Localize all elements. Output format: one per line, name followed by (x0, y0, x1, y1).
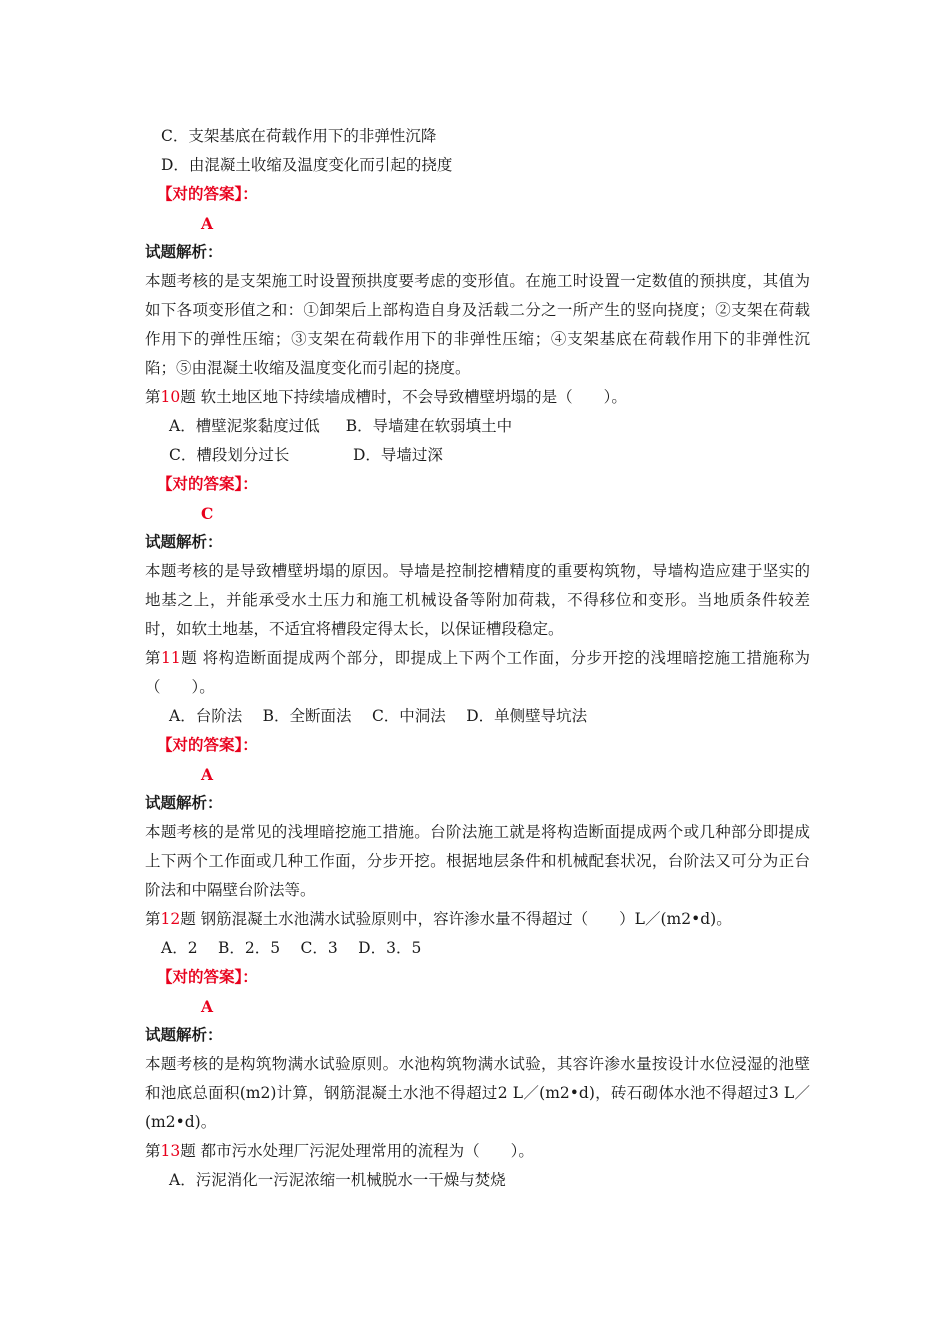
question-prefix: 第 (145, 910, 161, 928)
question-prefix: 第 (145, 388, 161, 406)
question-number: 13 (160, 1142, 181, 1160)
question-13 (145, 1137, 810, 1166)
option-b: B．导墙建在软弱填土中 (345, 417, 513, 435)
question-number: 12 (160, 910, 181, 928)
question-text: 题 软土地区地下持续墙成槽时，不会导致槽壁坍塌的是（ ）。 (180, 388, 627, 406)
option-c: C．支架基底在荷载作用下的非弹性沉降 (161, 127, 437, 145)
analysis-heading: 试题解析： (145, 794, 223, 812)
answer-heading: 【对的答案】： (157, 475, 258, 493)
analysis-heading: 试题解析： (145, 243, 223, 261)
question-12 (145, 905, 810, 934)
answer-value: A (201, 765, 214, 784)
options-row: A．2 B．2．5 C．3 D．3．5 (161, 939, 422, 957)
question-text: 题 都市污水处理厂污泥处理常用的流程为（ ）。 (180, 1142, 534, 1160)
question-text: 题 将构造断面提成两个部分，即提成上下两个工作面，分步开挖的浅埋暗挖施工措施称为（ ）。 (145, 649, 810, 696)
question-number: 11 (161, 649, 181, 667)
options-row-2 (145, 441, 810, 470)
option-a: A．污泥消化一污泥浓缩一机械脱水一干燥与焚烧 (169, 1171, 506, 1189)
answer-heading: 【对的答案】： (157, 736, 258, 754)
question-prefix: 第 (145, 649, 161, 667)
options-row-1 (145, 412, 810, 441)
analysis-text: 本题考核的是导致槽壁坍塌的原因。导墙是控制挖槽精度的重要构筑物，导墙构造应建于坚实的地基之上，并能承受水土压力和施工机械设备等附加荷栽，不得移位和变形。当地质条件较差时，如软土地基，不适宜将槽段定得太长，以保证槽段稳定。 (145, 562, 810, 638)
document-page (145, 122, 810, 1195)
analysis-text: 本题考核的是常见的浅埋暗挖施工措施。台阶法施工就是将构造断面提成两个或几种部分即提成上下两个工作面或几种工作面，分步开挖。根据地层条件和机械配套状况，台阶法又可分为正台阶法和中隔壁台阶法等。 (145, 823, 810, 899)
analysis-text: 本题考核的是支架施工时设置预拱度要考虑的变形值。在施工时设置一定数值的预拱度，其值为如下各项变形值之和：①卸架后上部构造自身及活载二分之一所产生的竖向挠度；②支架在荷载作用下的弹性压缩；③支架在荷载作用下的非弹性压缩；④支架基底在荷载作用下的非弹性沉陷；⑤由混凝土收缩及温度变化而引起的挠度。 (145, 272, 810, 377)
analysis-heading: 试题解析： (145, 1026, 223, 1044)
option-d: D．导墙过深 (353, 446, 443, 464)
answer-heading: 【对的答案】： (157, 185, 258, 203)
answer-value: A (201, 214, 214, 233)
analysis-heading: 试题解析： (145, 533, 223, 551)
answer-value: A (201, 997, 214, 1016)
answer-heading: 【对的答案】： (157, 968, 258, 986)
question-prefix: 第 (145, 1142, 161, 1160)
option-a: A．槽壁泥浆黏度过低 (169, 417, 320, 435)
option-d: D．由混凝土收缩及温度变化而引起的挠度 (161, 156, 453, 174)
option-c: C．槽段划分过长 (169, 446, 290, 464)
options-row: A．台阶法 B．全断面法 C．中洞法 D．单侧壁导坑法 (169, 707, 588, 725)
question-10 (145, 383, 810, 412)
question-11 (145, 644, 810, 702)
question-text: 题 钢筋混凝土水池满水试验原则中，容许渗水量不得超过（ ）L／(m2•d)。 (180, 910, 732, 928)
question-number: 10 (160, 388, 181, 406)
analysis-text: 本题考核的是构筑物满水试验原则。水池构筑物满水试验，其容许渗水量按设计水位浸湿的池壁和池底总面积(m2)计算，钢筋混凝土水池不得超过2 L／(m2•d)，砖石砌体水池不得超过3 L／(m2•d)。 (145, 1055, 810, 1131)
answer-value: C (201, 504, 214, 523)
